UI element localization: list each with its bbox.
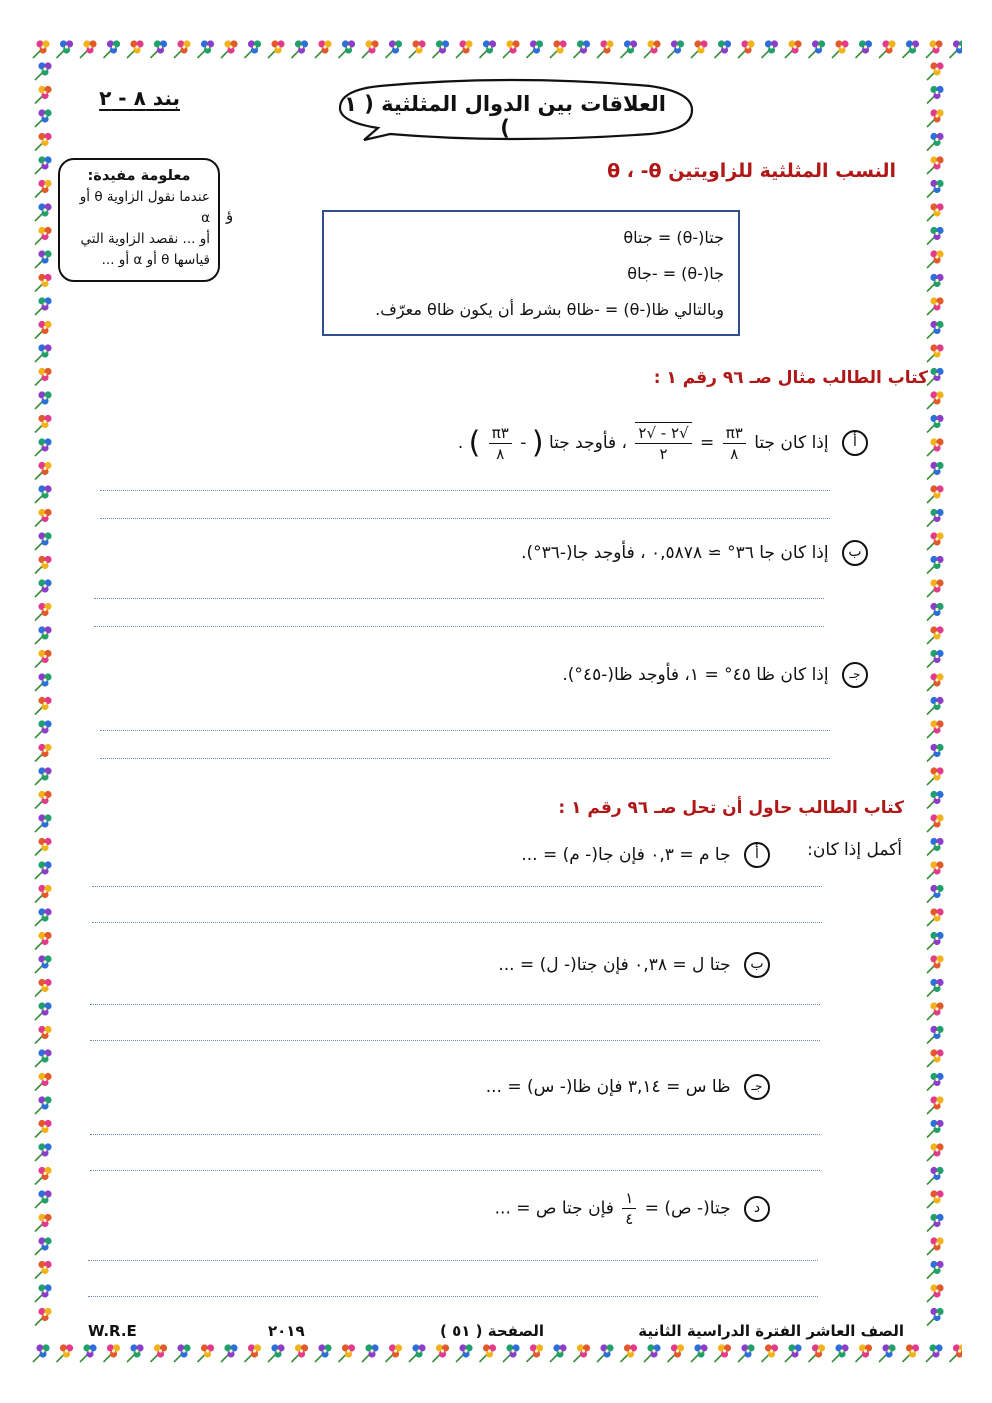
flower-ornament — [480, 40, 497, 58]
flower-ornament — [762, 40, 779, 58]
flower-ornament — [927, 180, 944, 198]
flower-ornament — [927, 321, 944, 339]
answer-line[interactable] — [94, 598, 824, 599]
flower-ornament — [927, 344, 944, 362]
flower-ornament — [927, 673, 944, 691]
flower-ornament — [809, 1344, 826, 1362]
flower-ornament — [738, 1344, 755, 1362]
flower-ornament — [927, 133, 944, 151]
minus-sign: - — [520, 433, 527, 453]
flower-ornament — [292, 40, 309, 58]
fraction — [635, 422, 691, 464]
flower-ornament — [621, 1344, 638, 1362]
try-question-a — [521, 842, 770, 868]
fraction-denominator: ٢ — [659, 445, 668, 463]
flower-ornament — [57, 40, 74, 58]
open-paren: ( — [531, 425, 544, 461]
flower-ornament — [927, 1284, 944, 1302]
flower-ornament — [927, 1214, 944, 1232]
answer-line[interactable] — [100, 518, 830, 519]
formula-box — [322, 210, 740, 336]
info-box-line: عندما نقول الزاوية θ أو α — [79, 189, 210, 226]
flower-ornament — [35, 1073, 52, 1091]
flower-ornament — [597, 1344, 614, 1362]
flower-ornament — [503, 1344, 520, 1362]
decorative-border-top — [28, 36, 962, 64]
example-heading: كتاب الطالب مثال صـ ٩٦ رقم ١ : — [653, 368, 928, 388]
question-letter: جـ — [744, 1074, 770, 1100]
flower-ornament — [35, 1284, 52, 1302]
info-box-line: قياسها θ أو α أو ... — [101, 252, 210, 268]
flower-ornament — [927, 274, 944, 292]
flower-ornament — [198, 1344, 215, 1362]
flower-ornament — [927, 979, 944, 997]
flower-ornament — [691, 1344, 708, 1362]
flower-ornament — [35, 1190, 52, 1208]
flower-ornament — [856, 40, 873, 58]
flower-ornament — [409, 1344, 426, 1362]
flower-ornament — [785, 40, 802, 58]
try-lead: أكمل إذا كان: — [807, 840, 902, 860]
flower-ornament — [339, 1344, 356, 1362]
flower-ornament — [644, 40, 661, 58]
info-box-line: أو ... نقصد الزاوية التي — [80, 231, 210, 247]
flower-ornament — [927, 838, 944, 856]
flower-ornament — [268, 1344, 285, 1362]
flower-ornament — [35, 1261, 52, 1279]
flower-ornament — [927, 556, 944, 574]
flower-ornament — [35, 109, 52, 127]
flower-ornament — [927, 885, 944, 903]
flower-ornament — [927, 955, 944, 973]
flower-ornament — [35, 133, 52, 151]
flower-ornament — [927, 1120, 944, 1138]
flower-ornament — [433, 1344, 450, 1362]
try-question-b — [498, 952, 770, 978]
equals-sign: = — [700, 433, 715, 453]
flower-ornament — [35, 650, 52, 668]
flower-ornament — [927, 767, 944, 785]
answer-line[interactable] — [94, 626, 824, 627]
question-text: ظا س = ٣,١٤ فإن ظا(- س) = ... — [485, 1077, 731, 1097]
flower-ornament — [35, 791, 52, 809]
flower-ornament — [80, 40, 97, 58]
flower-ornament — [35, 156, 52, 174]
flower-ornament — [35, 908, 52, 926]
flower-ornament — [35, 509, 52, 527]
flower-ornament — [927, 697, 944, 715]
flower-ornament — [151, 1344, 168, 1362]
fraction — [489, 423, 512, 464]
flower-ornament — [35, 203, 52, 221]
flower-ornament — [35, 673, 52, 691]
flower-ornament — [35, 932, 52, 950]
question-letter: ب — [842, 540, 868, 566]
info-box-title: معلومة مفيدة: — [87, 168, 191, 184]
flower-ornament — [35, 321, 52, 339]
flower-ornament — [927, 650, 944, 668]
flower-ornament — [174, 40, 191, 58]
flower-ornament — [738, 40, 755, 58]
flower-ornament — [456, 40, 473, 58]
flower-ornament — [927, 62, 944, 80]
flower-ornament — [456, 1344, 473, 1362]
flower-ornament — [927, 1049, 944, 1067]
flower-ornament — [35, 1049, 52, 1067]
flower-ornament — [927, 861, 944, 879]
flower-ornament — [268, 40, 285, 58]
fraction-numerator: π٣ — [489, 423, 512, 444]
try-question-c — [486, 1074, 770, 1100]
flower-ornament — [221, 40, 238, 58]
flower-ornament — [35, 626, 52, 644]
flower-ornament — [35, 1143, 52, 1161]
flower-ornament — [80, 1344, 97, 1362]
formula-sin: جا(-θ) = -جاθ — [627, 264, 724, 283]
question-letter: أ — [744, 842, 770, 868]
flower-ornament — [503, 40, 520, 58]
flower-ornament — [245, 40, 262, 58]
flower-ornament — [35, 1120, 52, 1138]
flower-ornament — [927, 438, 944, 456]
flower-ornament — [832, 40, 849, 58]
flower-ornament — [35, 180, 52, 198]
flower-ornament — [35, 368, 52, 386]
flower-ornament — [35, 814, 52, 832]
flower-ornament — [35, 579, 52, 597]
flower-ornament — [35, 1002, 52, 1020]
flower-ornament — [198, 40, 215, 58]
flower-ornament — [927, 532, 944, 550]
flower-ornament — [927, 391, 944, 409]
question-text: جتا ل = ٠,٣٨ فإن جتا(- ل) = ... — [498, 955, 731, 975]
flower-ornament — [35, 1308, 52, 1326]
fraction-numerator: √٢ - √٢ — [635, 422, 691, 444]
flower-ornament — [597, 40, 614, 58]
flower-ornament — [127, 40, 144, 58]
flower-ornament — [35, 720, 52, 738]
flower-ornament — [35, 1096, 52, 1114]
flower-ornament — [927, 227, 944, 245]
question-text: فإن جتا ص = ... — [494, 1198, 614, 1219]
flower-ornament — [35, 744, 52, 762]
section-tag: بند ٨ - ٢ — [99, 86, 180, 110]
flower-ornament — [927, 1002, 944, 1020]
flower-ornament — [785, 1344, 802, 1362]
flower-ornament — [527, 40, 544, 58]
decorative-border-right — [920, 36, 948, 1368]
flower-ornament — [927, 1143, 944, 1161]
flower-ornament — [574, 1344, 591, 1362]
flower-ornament — [927, 1167, 944, 1185]
flower-ornament — [950, 1344, 963, 1362]
flower-ornament — [35, 462, 52, 480]
flower-ornament — [151, 40, 168, 58]
flower-ornament — [668, 1344, 685, 1362]
flower-ornament — [409, 40, 426, 58]
fraction — [622, 1188, 636, 1229]
stray-mark: ؤ — [226, 206, 234, 224]
formula-cos: جتا(-θ) = جتاθ — [623, 228, 724, 247]
flower-ornament — [292, 1344, 309, 1362]
flower-ornament — [386, 40, 403, 58]
flower-ornament — [927, 462, 944, 480]
flower-ornament — [927, 744, 944, 762]
flower-ornament — [832, 1344, 849, 1362]
flower-ornament — [927, 1096, 944, 1114]
flower-ornament — [927, 415, 944, 433]
flower-ornament — [621, 40, 638, 58]
fraction-numerator: π٣ — [723, 423, 746, 444]
flower-ornament — [927, 156, 944, 174]
flower-ornament — [668, 40, 685, 58]
flower-ornament — [927, 1190, 944, 1208]
formula-tan: وبالتالي ظا(-θ) = -ظاθ بشرط أن يكون ظاθ معرّف. — [375, 300, 724, 319]
subtitle: النسب المثلثية للزاويتين θ ، -θ — [607, 160, 896, 182]
question-text: ، فأوجد جتا — [548, 433, 628, 453]
flower-ornament — [879, 40, 896, 58]
flower-ornament — [927, 626, 944, 644]
flower-ornament — [927, 203, 944, 221]
answer-line[interactable] — [88, 1260, 818, 1261]
flower-ornament — [35, 885, 52, 903]
flower-ornament — [927, 1026, 944, 1044]
flower-ornament — [35, 438, 52, 456]
decorative-border-bottom — [28, 1340, 962, 1368]
footer-year: ٢٠١٩ — [268, 1322, 305, 1340]
answer-line[interactable] — [92, 886, 822, 887]
flower-ornament — [903, 40, 920, 58]
flower-ornament — [927, 814, 944, 832]
flower-ornament — [35, 415, 52, 433]
flower-ornament — [362, 1344, 379, 1362]
footer-grade: الصف العاشر الفترة الدراسية الثانية — [638, 1322, 904, 1340]
flower-ornament — [927, 485, 944, 503]
flower-ornament — [903, 1344, 920, 1362]
flower-ornament — [927, 932, 944, 950]
flower-ornament — [35, 297, 52, 315]
flower-ornament — [574, 40, 591, 58]
page-title: العلاقات بين الدوال المثلثية ( ١ ) — [344, 92, 666, 140]
flower-ornament — [927, 109, 944, 127]
flower-ornament — [927, 579, 944, 597]
fraction-numerator: ١ — [622, 1188, 636, 1209]
flower-ornament — [809, 40, 826, 58]
question-letter: ب — [744, 952, 770, 978]
flower-ornament — [927, 1261, 944, 1279]
flower-ornament — [339, 40, 356, 58]
period: . — [457, 433, 464, 453]
flower-ornament — [927, 908, 944, 926]
flower-ornament — [35, 532, 52, 550]
flower-ornament — [35, 227, 52, 245]
answer-line[interactable] — [100, 730, 830, 731]
flower-ornament — [104, 40, 121, 58]
answer-line[interactable] — [88, 1296, 818, 1297]
flower-ornament — [550, 40, 567, 58]
question-text: إذا كان ظا ٤٥° = ١، فأوجد ظا(-٤٥°). — [562, 665, 829, 685]
flower-ornament — [927, 791, 944, 809]
flower-ornament — [104, 1344, 121, 1362]
example-question-c — [562, 662, 868, 688]
try-heading: كتاب الطالب حاول أن تحل صـ ٩٦ رقم ١ : — [558, 798, 904, 818]
flower-ornament — [950, 40, 963, 58]
question-text: إذا كان جتا — [754, 433, 829, 453]
flower-ornament — [35, 861, 52, 879]
footer-page: الصفحة ( ٥١ ) — [440, 1322, 544, 1340]
answer-line[interactable] — [90, 1134, 820, 1135]
answer-line[interactable] — [90, 1004, 820, 1005]
try-question-d — [495, 1188, 770, 1229]
flower-ornament — [221, 1344, 238, 1362]
example-question-b — [521, 540, 868, 566]
flower-ornament — [127, 1344, 144, 1362]
answer-line[interactable] — [90, 1170, 820, 1171]
flower-ornament — [927, 86, 944, 104]
flower-ornament — [879, 1344, 896, 1362]
flower-ornament — [35, 86, 52, 104]
flower-ornament — [927, 1308, 944, 1326]
flower-ornament — [35, 979, 52, 997]
flower-ornament — [927, 603, 944, 621]
question-letter: د — [744, 1196, 770, 1222]
fraction-denominator: ٤ — [625, 1210, 634, 1228]
flower-ornament — [35, 603, 52, 621]
example-question-a — [108, 422, 868, 464]
flower-ornament — [35, 62, 52, 80]
flower-ornament — [927, 720, 944, 738]
flower-ornament — [35, 955, 52, 973]
flower-ornament — [927, 297, 944, 315]
flower-ornament — [245, 1344, 262, 1362]
flower-ornament — [715, 40, 732, 58]
flower-ornament — [691, 40, 708, 58]
flower-ornament — [35, 767, 52, 785]
footer-author: W.R.E — [88, 1322, 137, 1340]
decorative-border-left — [28, 36, 56, 1368]
flower-ornament — [35, 697, 52, 715]
fraction-denominator: ٨ — [496, 444, 505, 463]
flower-ornament — [35, 1214, 52, 1232]
close-paren: ) — [468, 425, 481, 461]
question-text: جا م = ٠,٣ فإن جا(- م) = ... — [521, 845, 731, 865]
flower-ornament — [35, 344, 52, 362]
flower-ornament — [35, 556, 52, 574]
info-box — [58, 158, 220, 282]
flower-ornament — [362, 40, 379, 58]
answer-line[interactable] — [100, 758, 830, 759]
flower-ornament — [35, 274, 52, 292]
flower-ornament — [35, 250, 52, 268]
question-letter: جـ — [842, 662, 868, 688]
fraction-denominator: ٨ — [730, 444, 739, 463]
flower-ornament — [927, 368, 944, 386]
flower-ornament — [35, 838, 52, 856]
flower-ornament — [57, 1344, 74, 1362]
flower-ornament — [35, 1167, 52, 1185]
flower-ornament — [762, 1344, 779, 1362]
answer-line[interactable] — [90, 1040, 820, 1041]
flower-ornament — [527, 1344, 544, 1362]
flower-ornament — [35, 1026, 52, 1044]
flower-ornament — [480, 1344, 497, 1362]
flower-ornament — [35, 391, 52, 409]
flower-ornament — [927, 1073, 944, 1091]
flower-ornament — [35, 485, 52, 503]
flower-ornament — [433, 40, 450, 58]
flower-ornament — [386, 1344, 403, 1362]
flower-ornament — [856, 1344, 873, 1362]
flower-ornament — [927, 250, 944, 268]
fraction — [723, 423, 746, 464]
answer-line[interactable] — [100, 490, 830, 491]
flower-ornament — [644, 1344, 661, 1362]
flower-ornament — [315, 1344, 332, 1362]
flower-ornament — [35, 1237, 52, 1255]
flower-ornament — [174, 1344, 191, 1362]
question-text: إذا كان جا ٣٦° ≃ ٠,٥٨٧٨ ، فأوجد جا(-٣٦°). — [521, 543, 829, 563]
flower-ornament — [550, 1344, 567, 1362]
flower-ornament — [715, 1344, 732, 1362]
answer-line[interactable] — [92, 922, 822, 923]
question-letter: أ — [842, 430, 868, 456]
flower-ornament — [927, 1237, 944, 1255]
question-text: جتا(- ص) = — [644, 1198, 731, 1219]
flower-ornament — [315, 40, 332, 58]
flower-ornament — [927, 509, 944, 527]
